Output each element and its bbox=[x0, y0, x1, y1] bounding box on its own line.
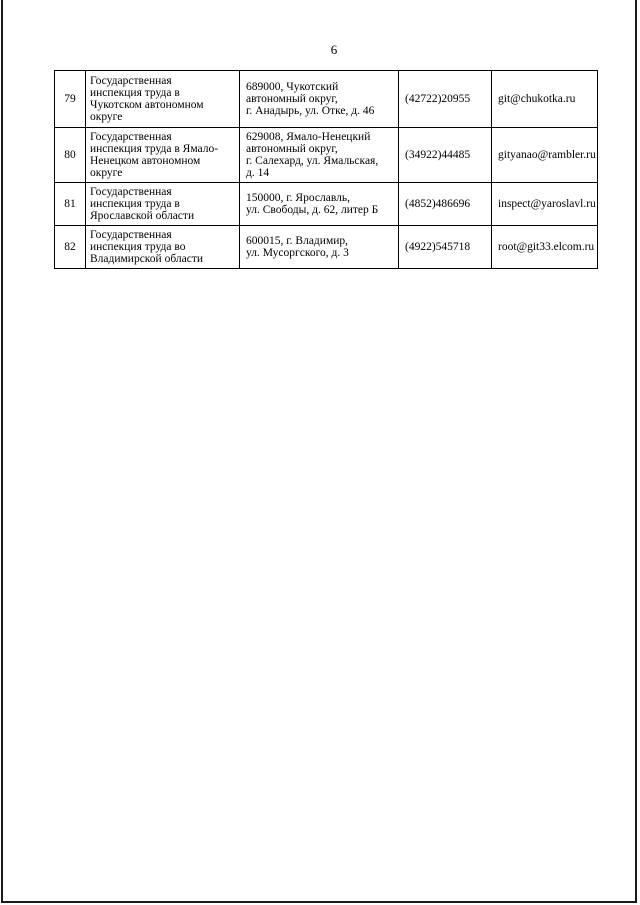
name-line: Государственная bbox=[90, 75, 172, 87]
table-row bbox=[55, 128, 598, 183]
address-line: автономный округ, bbox=[246, 143, 338, 155]
email: gityanao@rambler.ru bbox=[492, 128, 598, 183]
table-row bbox=[55, 226, 598, 269]
email: root@git33.elcom.ru bbox=[492, 226, 598, 269]
name-line: инспекция труда во bbox=[90, 241, 186, 253]
address bbox=[240, 183, 399, 226]
address bbox=[240, 128, 399, 183]
address-line: ул. Мусоргского, д. 3 bbox=[246, 247, 349, 259]
address-line: 600015, г. Владимир, bbox=[246, 235, 348, 247]
phone: (4852)486696 bbox=[399, 183, 492, 226]
name-line: инспекция труда в bbox=[90, 198, 180, 210]
inspection-name bbox=[86, 71, 240, 128]
row-number: 79 bbox=[55, 71, 86, 128]
name-line: Владимирской области bbox=[90, 253, 204, 265]
name-line: округе bbox=[90, 167, 123, 179]
address-line: д. 14 bbox=[246, 167, 270, 179]
table-row bbox=[55, 183, 598, 226]
address-line: 629008, Ямало-Ненецкий bbox=[246, 131, 371, 143]
name-line: Чукотском автономном bbox=[90, 99, 204, 111]
address-line: 150000, г. Ярославль, bbox=[246, 192, 350, 204]
name-line: инспекция труда в Ямало- bbox=[90, 143, 219, 155]
name-line: Государственная bbox=[90, 186, 172, 198]
table-row bbox=[55, 71, 598, 128]
address-line: 689000, Чукотский bbox=[246, 81, 339, 93]
inspection-name bbox=[86, 226, 240, 269]
inspection-name bbox=[86, 128, 240, 183]
row-number: 80 bbox=[55, 128, 86, 183]
labor-inspections-table bbox=[54, 70, 598, 269]
email: git@chukotka.ru bbox=[492, 71, 598, 128]
name-line: Государственная bbox=[90, 131, 172, 143]
name-line: Государственная bbox=[90, 229, 172, 241]
phone: (4922)545718 bbox=[399, 226, 492, 269]
address bbox=[240, 71, 399, 128]
name-line: Ярославской области bbox=[90, 210, 195, 222]
name-line: Ненецком автономном bbox=[90, 155, 201, 167]
address bbox=[240, 226, 399, 269]
page-number: 6 bbox=[330, 42, 338, 57]
phone: (34922)44485 bbox=[399, 128, 492, 183]
address-line: г. Анадырь, ул. Отке, д. 46 bbox=[246, 105, 375, 117]
row-number: 82 bbox=[55, 226, 86, 269]
name-line: инспекция труда в bbox=[90, 87, 180, 99]
address-line: автономный округ, bbox=[246, 93, 338, 105]
inspection-name bbox=[86, 183, 240, 226]
row-number: 81 bbox=[55, 183, 86, 226]
address-line: ул. Свободы, д. 62, литер Б bbox=[246, 204, 379, 216]
name-line: округе bbox=[90, 111, 123, 123]
phone: (42722)20955 bbox=[399, 71, 492, 128]
address-line: г. Салехард, ул. Ямальская, bbox=[246, 155, 379, 167]
email: inspect@yaroslavl.ru bbox=[492, 183, 598, 226]
